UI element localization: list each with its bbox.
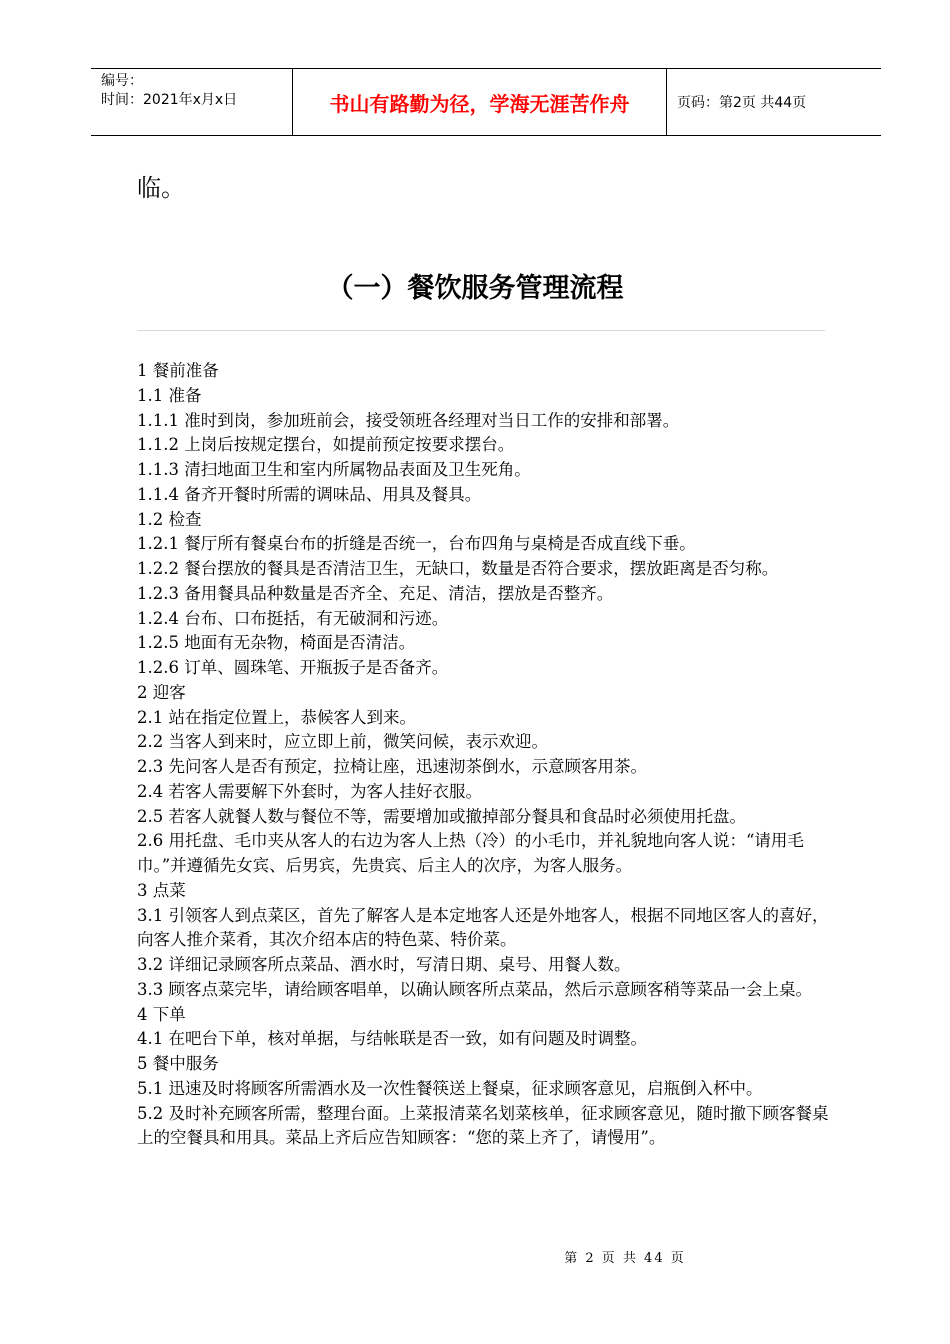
header-meta xyxy=(91,69,293,135)
body-line: 1.2.5 地面有无杂物，椅面是否清洁。 xyxy=(137,633,416,653)
text-fragment: 临。 xyxy=(137,174,185,202)
document-body xyxy=(137,359,843,1151)
body-line: 1.1.2 上岗后按规定摆台，如提前预定按要求摆台。 xyxy=(137,435,515,455)
body-line: 1.1 准备 xyxy=(137,385,202,405)
body-line: 1.1.3 清扫地面卫生和室内所属物品表面及卫生死角。 xyxy=(137,460,531,479)
body-line: 2.2 当客人到来时，应立即上前，微笑问候，表示欢迎。 xyxy=(137,732,548,752)
body-line: 3 点菜 xyxy=(137,880,186,900)
body-line: 1.2.4 台布、口布挺括，有无破洞和污迹。 xyxy=(137,608,449,628)
page-footer xyxy=(0,1247,950,1266)
body-line: 1.2 检查 xyxy=(137,509,202,529)
body-line: 2 迎客 xyxy=(137,682,186,702)
body-line: 1.2.3 备用餐具品种数量是否齐全、充足、清洁，摆放是否整齐。 xyxy=(137,583,614,603)
body-line: 5.2 及时补充顾客所需，整理台面。上菜报清菜名划菜核单，征求顾客意见，随时撤下顾客餐桌上的空餐具和用具。菜品上齐后应告知顾客：“您的菜上齐了，请慢用”。 xyxy=(137,1103,829,1148)
page-header xyxy=(91,68,881,136)
body-line: 3.1 引领客人到点菜区，首先了解客人是本定地客人还是外地客人，根据不同地区客人的喜好，向客人推介菜肴，其次介绍本店的特色菜、特价菜。 xyxy=(137,905,829,950)
body-line: 1.1.4 备齐开餐时所需的调味品、用具及餐具。 xyxy=(137,484,482,504)
body-line: 1 餐前准备 xyxy=(137,361,219,380)
body-line: 1.2.6 订单、圆珠笔、开瓶扳子是否备齐。 xyxy=(137,658,449,677)
body-line: 3.3 顾客点菜完毕，请给顾客唱单，以确认顾客所点菜品，然后示意顾客稍等菜品一会上桌。 xyxy=(137,979,812,999)
divider xyxy=(137,330,825,331)
body-line: 1.2.1 餐厅所有餐桌台布的折缝是否统一，台布四角与桌椅是否成直线下垂。 xyxy=(137,534,696,554)
body-line: 5.1 迅速及时将顾客所需酒水及一次性餐筷送上餐桌，征求顾客意见，启瓶倒入杯中。 xyxy=(137,1078,763,1098)
body-line: 2.4 若客人需要解下外套时，为客人挂好衣服。 xyxy=(137,781,482,801)
body-line: 4 下单 xyxy=(137,1004,186,1024)
time-label: 时间：2021年x月x日 xyxy=(101,92,238,108)
footer-page-number: 第 2 页 共 44 页 xyxy=(564,1251,686,1266)
body-line: 1.1.1 准时到岗，参加班前会，接受领班各经理对当日工作的安排和部署。 xyxy=(137,410,680,430)
body-line: 5 餐中服务 xyxy=(137,1054,219,1073)
body-line: 4.1 在吧台下单，核对单据，与结帐联是否一致，如有问题及时调整。 xyxy=(137,1029,647,1049)
body-line: 2.5 若客人就餐人数与餐位不等，需要增加或撤掉部分餐具和食品时必须使用托盘。 xyxy=(137,806,746,826)
header-motto: 书山有路勤为径，学海无涯苦作舟 xyxy=(293,69,667,135)
body-line: 1.2.2 餐台摆放的餐具是否清洁卫生，无缺口，数量是否符合要求，摆放距离是否匀称。 xyxy=(137,559,779,578)
body-line: 2.6 用托盘、毛巾夹从客人的右边为客人上热（冷）的小毛巾，并礼貌地向客人说：“请用毛巾。”并遵循先女宾、后男宾，先贵宾、后主人的次序，为客人服务。 xyxy=(137,831,804,875)
body-line: 2.1 站在指定位置上，恭候客人到来。 xyxy=(137,707,416,727)
body-line: 3.2 详细记录顾客所点菜品、酒水时，写清日期、桌号、用餐人数。 xyxy=(137,955,631,974)
header-page-label: 页码：第2页 共44页 xyxy=(677,95,807,111)
number-label: 编号： xyxy=(101,73,143,89)
body-line: 2.3 先问客人是否有预定，拉椅让座，迅速沏茶倒水，示意顾客用茶。 xyxy=(137,757,647,776)
section-title: （一）餐饮服务管理流程 xyxy=(326,273,624,304)
